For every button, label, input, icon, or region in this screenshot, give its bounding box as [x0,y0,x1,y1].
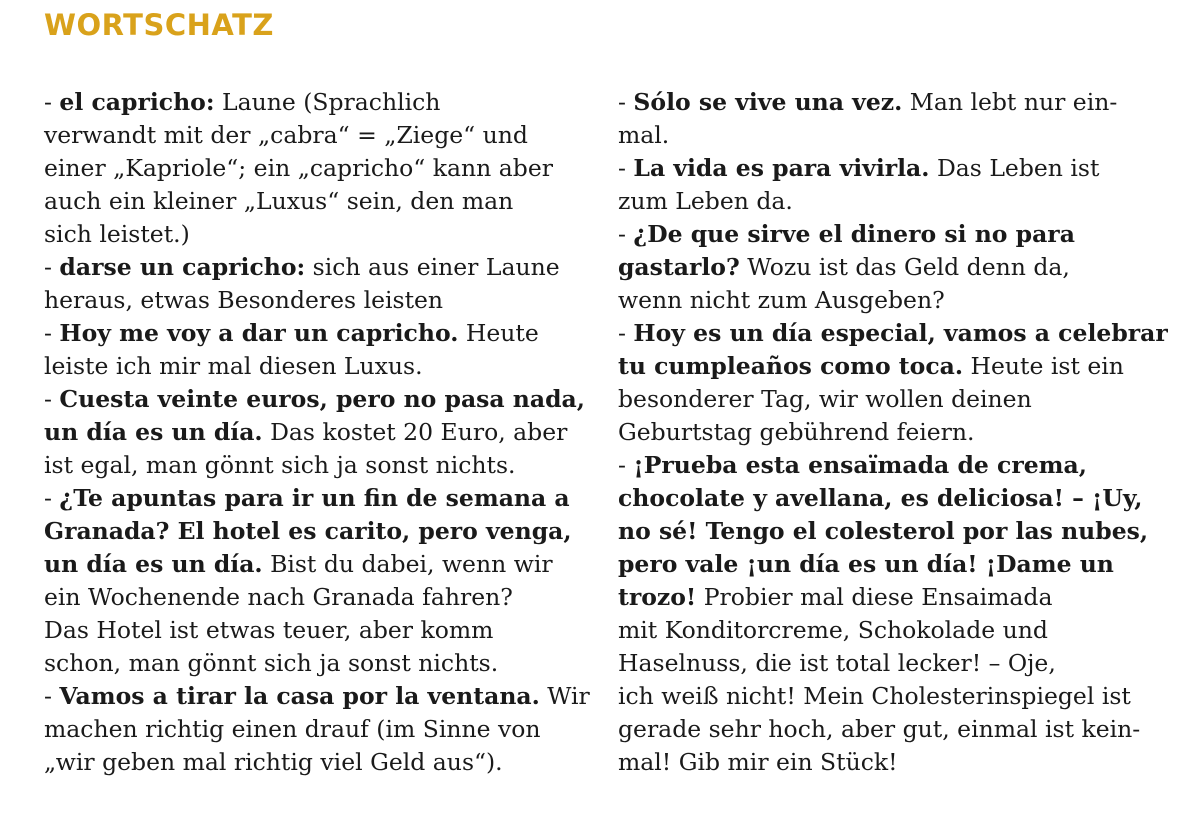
body-text: Bist du dabei, wenn wir [262,550,553,578]
text-line [618,548,1163,581]
text-line [618,746,1163,779]
body-text: - [44,88,60,116]
text-line [44,218,592,251]
term-text: el capricho: [59,88,215,116]
text-line [44,350,592,383]
term-text: no sé! Tengo el colesterol por las nubes, [618,517,1149,545]
text-line [618,713,1163,746]
term-text: gastarlo? [618,253,740,281]
term-text: La vida es para vivirla. [633,154,930,182]
term-text: Hoy es un día especial, vamos a celebrar [633,319,1168,347]
text-line [618,614,1163,647]
text-line [44,746,592,779]
body-text: - [618,319,634,347]
term-text: tu cumpleaños como toca. [618,352,964,380]
text-line [44,581,592,614]
body-text: gerade sehr hoch, aber gut, einmal ist kein- [618,715,1141,743]
body-text: - [44,484,60,512]
text-line [618,152,1163,185]
text-line [44,317,592,350]
body-text: Das Leben ist [929,154,1100,182]
text-line [618,515,1163,548]
text-line [618,581,1163,614]
text-line [44,713,592,746]
text-line [618,218,1163,251]
term-text: trozo! [618,583,697,611]
text-line [618,482,1163,515]
text-line [618,449,1163,482]
text-line [618,647,1163,680]
body-text: - [44,385,60,413]
left-column [44,86,592,779]
text-line [618,383,1163,416]
body-text: mit Konditorcreme, Schokolade und [618,616,1048,644]
body-text: mal! Gib mir ein Stück! [618,748,898,776]
body-text: Haselnuss, die ist total lecker! – Oje, [618,649,1056,677]
text-line [44,449,592,482]
body-text: Heute [458,319,539,347]
term-text: chocolate y avellana, es deliciosa! – ¡Uy, [618,484,1143,512]
term-text: Hoy me voy a dar un capricho. [59,319,459,347]
body-text: sich aus einer Laune [305,253,560,281]
text-line [44,614,592,647]
text-line [44,185,592,218]
text-line [44,152,592,185]
body-text: leiste ich mir mal diesen Luxus. [44,352,423,380]
text-line [44,119,592,152]
body-text: Wir [539,682,590,710]
text-line [618,119,1163,152]
body-text: - [44,253,60,281]
body-text: Man lebt nur ein- [902,88,1118,116]
term-text: Granada? El hotel es carito, pero venga, [44,517,572,545]
text-line [618,251,1163,284]
body-text: - [44,682,60,710]
term-text: un día es un día. [44,418,263,446]
text-line [44,680,592,713]
body-text: ich weiß nicht! Mein Cholesterinspiegel ist [618,682,1131,710]
body-text: - [618,451,634,479]
body-text: verwandt mit der „cabra“ = „Ziege“ und [44,121,528,149]
body-text: - [618,154,634,182]
text-line [618,680,1163,713]
body-text: zum Leben da. [618,187,793,215]
body-text: einer „Kapriole“; ein „capricho“ kann aber [44,154,553,182]
text-line [44,383,592,416]
body-text: Das Hotel ist etwas teuer, aber komm [44,616,494,644]
term-text: pero vale ¡un día es un día! ¡Dame un [618,550,1114,578]
term-text: ¿De que sirve el dinero si no para [633,220,1075,248]
term-text: darse un capricho: [59,253,306,281]
right-column [618,86,1168,779]
body-text: schon, man gönnt sich ja sonst nichts. [44,649,499,677]
text-line [44,647,592,680]
text-line [44,284,592,317]
body-text: sich leistet.) [44,220,190,248]
text-line [44,86,592,119]
term-text: Sólo se vive una vez. [633,88,903,116]
term-text: ¡Prueba esta ensaïmada de crema, [633,451,1087,479]
body-text: Heute ist ein [963,352,1124,380]
term-text: ¿Te apuntas para ir un fin de semana a [59,484,570,512]
body-text: - [618,88,634,116]
text-line [44,515,592,548]
body-text: - [44,319,60,347]
text-line [618,416,1163,449]
term-text: un día es un día. [44,550,263,578]
text-line [618,350,1163,383]
body-text: auch ein kleiner „Luxus“ sein, den man [44,187,514,215]
body-text: Geburtstag gebührend feiern. [618,418,975,446]
term-text: Vamos a tirar la casa por la ventana. [59,682,540,710]
text-line [44,251,592,284]
body-text: besonderer Tag, wir wollen deinen [618,385,1032,413]
body-text: ein Wochenende nach Granada fahren? [44,583,513,611]
term-text: Cuesta veinte euros, pero no pasa nada, [59,385,585,413]
text-line [618,317,1168,350]
section-heading: WORTSCHATZ [44,8,274,42]
text-line [618,284,1163,317]
body-text: „wir geben mal richtig viel Geld aus“). [44,748,503,776]
body-text: Wozu ist das Geld denn da, [739,253,1070,281]
text-line [44,416,592,449]
text-line [618,86,1163,119]
body-text: Laune (Sprachlich [214,88,441,116]
body-text: wenn nicht zum Ausgeben? [618,286,945,314]
text-line [44,548,592,581]
body-text: - [618,220,634,248]
text-line [44,482,592,515]
body-text: mal. [618,121,670,149]
body-text: heraus, etwas Besonderes leisten [44,286,444,314]
body-text: ist egal, man gönnt sich ja sonst nichts. [44,451,516,479]
body-text: Probier mal diese Ensaimada [696,583,1053,611]
text-line [618,185,1163,218]
body-text: machen richtig einen drauf (im Sinne von [44,715,541,743]
body-text: Das kostet 20 Euro, aber [262,418,568,446]
